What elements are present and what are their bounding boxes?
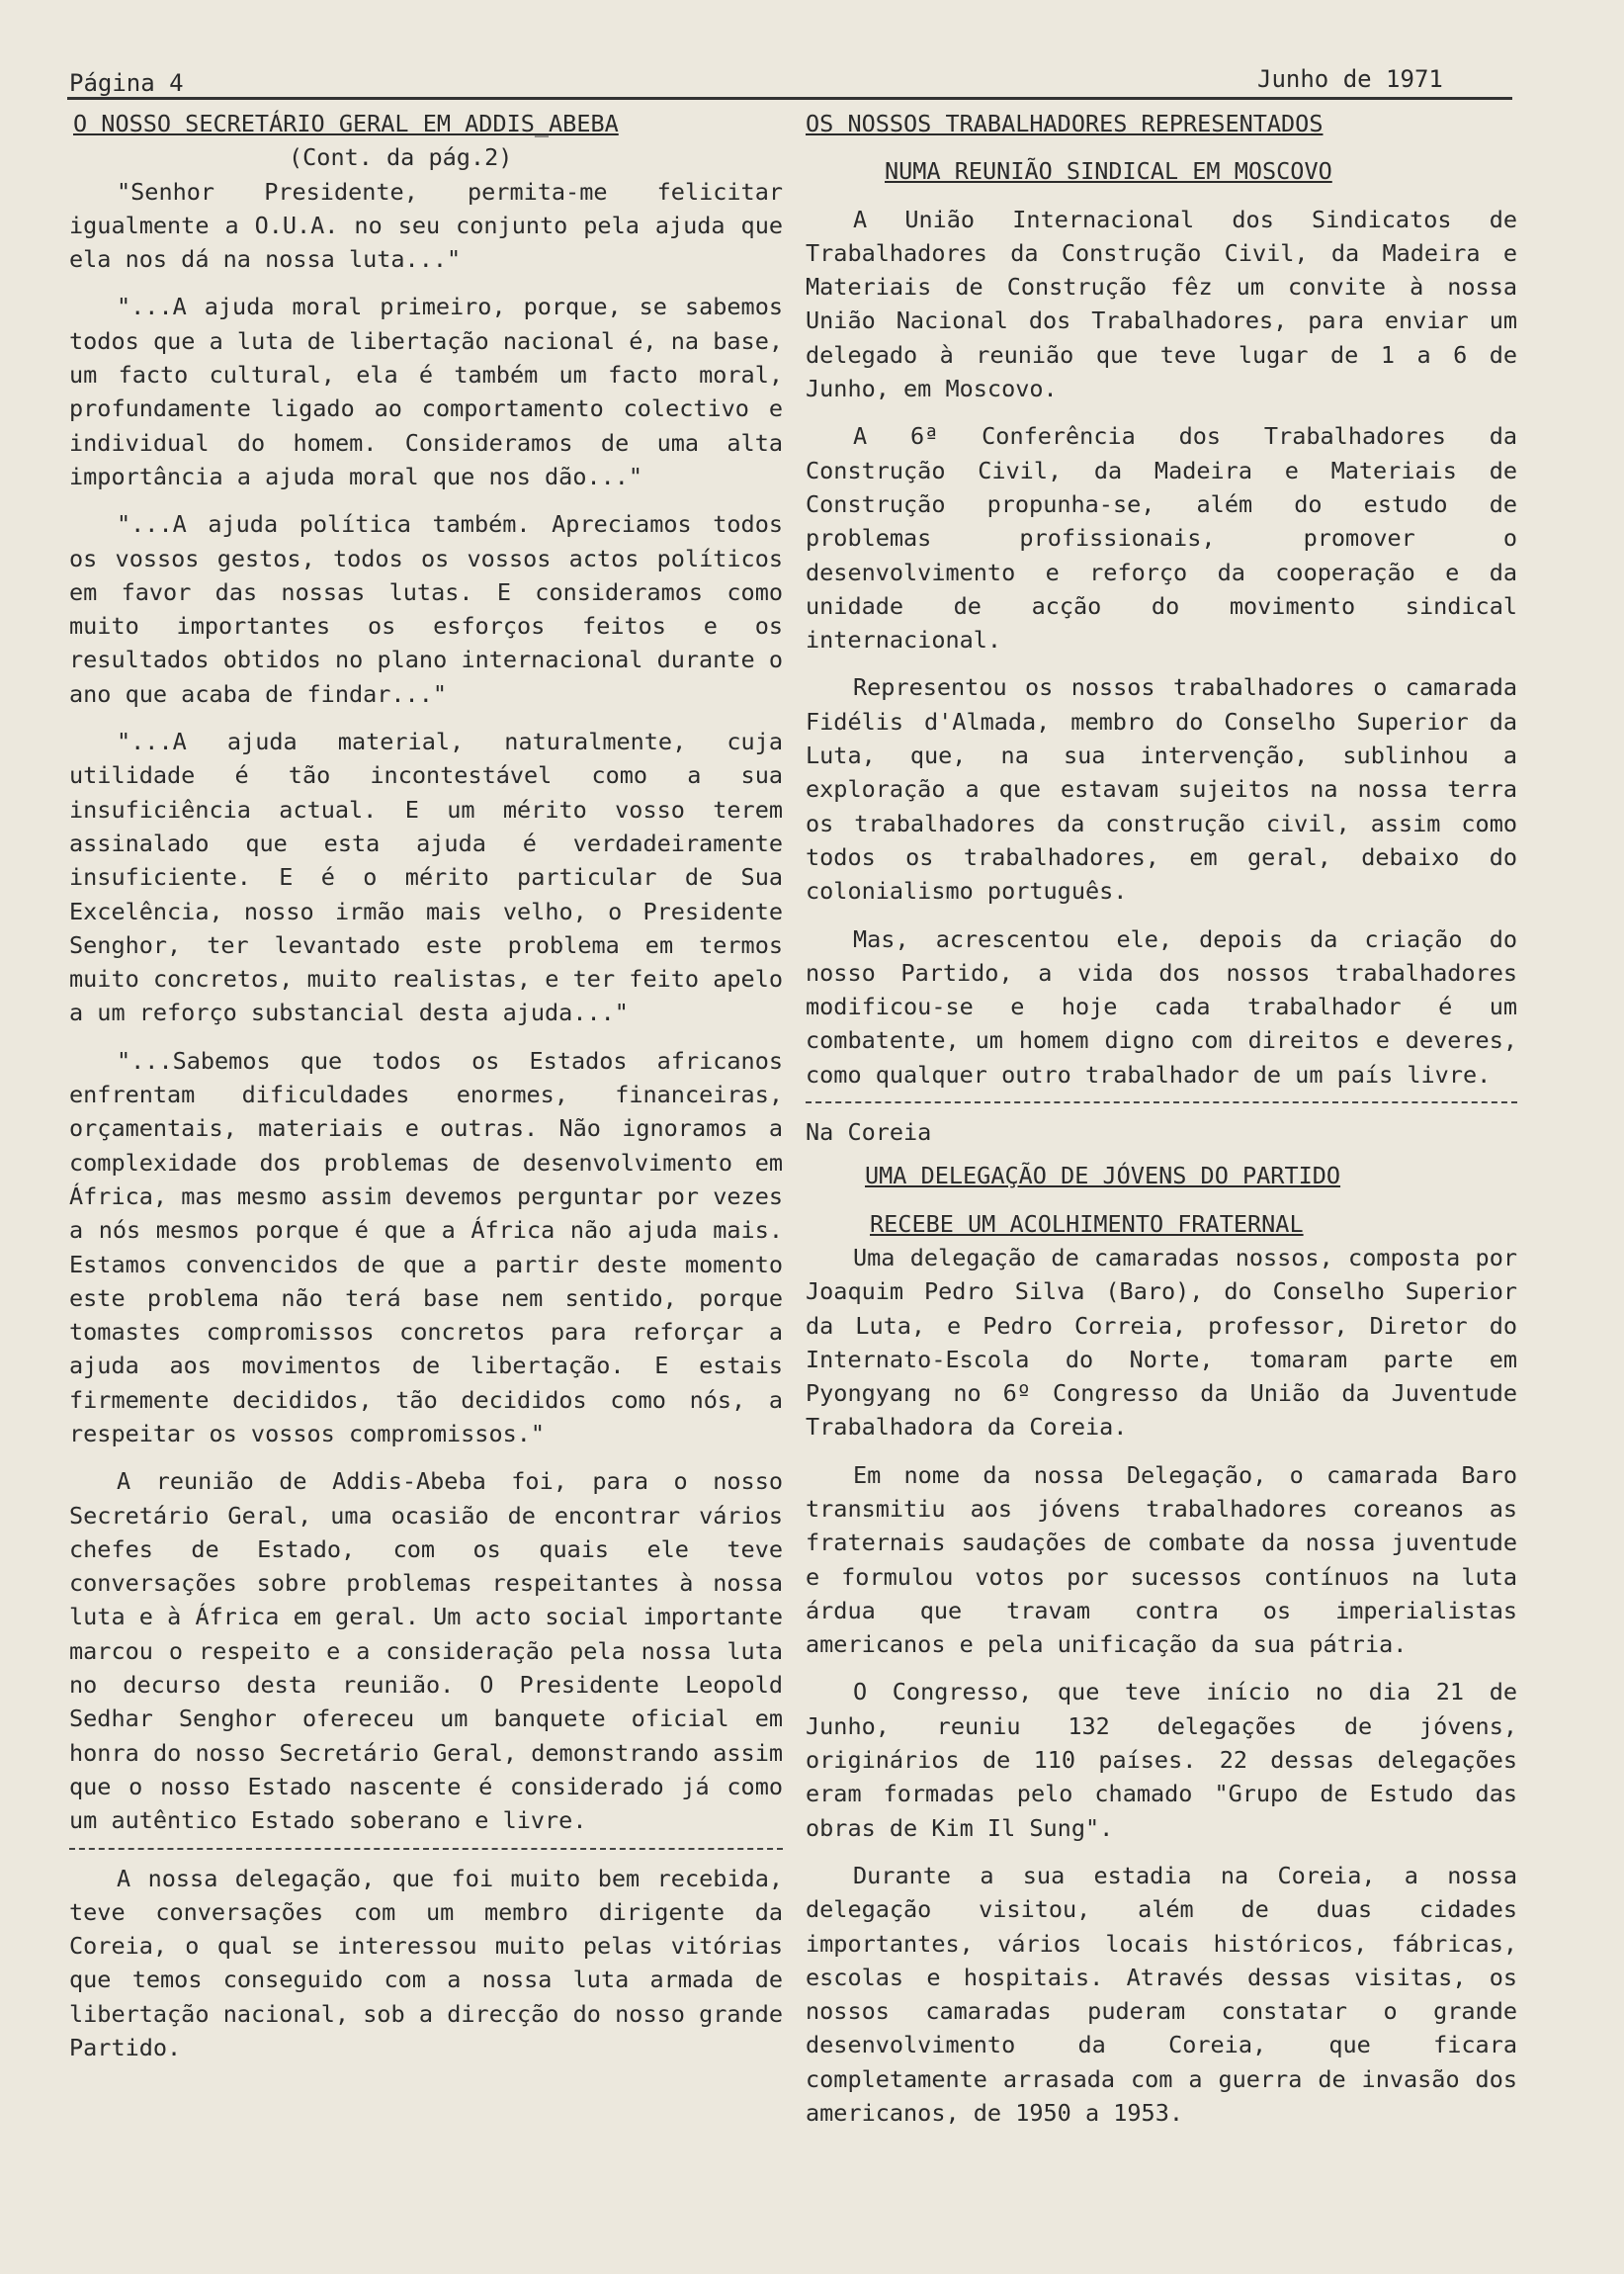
article-paragraph: Uma delegação de camaradas nossos, composta por Joaquim Pedro Silva (Baro), do Conselho Superior da Luta, e Pedro Correia, professor, Diretor do Internato-Escola do Norte, tomaram parte em Pyongyang no 6º Congresso da União da Juventude Trabalhadora da Coreia. (806, 1243, 1517, 1442)
section-kicker: Na Coreia (806, 1118, 932, 1147)
continuation-note: (Cont. da pág.2) (289, 143, 513, 172)
article-paragraph: Em nome da nossa Delegação, o camarada Baro transmitiu aos jóvens trabalhadores coreanos as fraternais saudações de combate da nossa juventude e formulou votos por sucessos contínuos na luta árdua que travam contra os imperialistas americanos e pela unificação da sua pátria. (806, 1460, 1517, 1659)
article-title-addis-abeba: O NOSSO SECRETÁRIO GERAL EM ADDIS_ABEBA (73, 110, 619, 137)
article-paragraph: "...A ajuda material, naturalmente, cuja utilidade é tão incontestável como a sua insuficiência actual. E um mérito vosso terem assinalado que esta ajuda é verdadeiramente insuficiente. E é o mérito particular de Sua Excelência, nosso irmão mais velho, o Presidente Senghor, ter levantado este problema em termos muito concretos, muito realistas, e ter feito apelo a um reforço substancial desta ajuda..." (69, 728, 783, 1027)
article-paragraph: O Congresso, que teve início no dia 21 de Junho, reuniu 132 delegações de jóvens, originários de 110 países. 22 dessas delegações eram formadas pelo chamado "Grupo de Estudo das obras de Kim Il Sung". (806, 1678, 1517, 1842)
article-paragraph: A nossa delegação, que foi muito bem recebida, teve conversações com um membro dirigente da Coreia, o qual se interessou muito pelas vitórias que temos conseguido com a nossa luta armada de libertação nacional, sob a direcção do nosso grande Partido. (69, 1864, 783, 2062)
article-title-trabalhadores: OS NOSSOS TRABALHADORES REPRESENTADOS (806, 110, 1324, 137)
section-separator (69, 1848, 783, 1850)
article-paragraph: Durante a sua estadia na Coreia, a nossa delegação visitou, além de duas cidades importantes, vários locais históricos, fábricas, escolas e hospitais. Através dessas visitas, os nossos camaradas puderam constatar o grande desenvolvimento da Coreia, que ficara completamente arrasada com a guerra de invasão dos americanos, de 1950 a 1953. (806, 1861, 1517, 2128)
right-column (806, 107, 1517, 2130)
article-paragraph: A 6ª Conferência dos Trabalhadores da Construção Civil, da Madeira e Materiais de Construção propunha-se, além do estudo de problemas profissionais, promover o desenvolvimento e reforço da cooperação e da unidade de acção do movimento sindical internacional. (806, 422, 1517, 655)
article-paragraph: A União Internacional dos Sindicatos de Trabalhadores da Construção Civil, da Madeira e Materiais de Construção fêz um convite à nossa União Nacional dos Trabalhadores, para enviar um delegado à reunião que teve lugar de 1 a 6 de Junho, em Moscovo. (806, 205, 1517, 403)
article-paragraph: Mas, acrescentou ele, depois da criação do nosso Partido, a vida dos nossos trabalhadores modificou-se e hoje cada trabalhador é um combatente, um homem digno com direitos e deveres, como qualquer outro trabalhador de um país livre. (806, 924, 1517, 1089)
article-subtitle-acolhimento: RECEBE UM ACOLHIMENTO FRATERNAL (870, 1209, 1304, 1238)
left-column (69, 107, 783, 2064)
page-number: Página 4 (69, 69, 184, 97)
header-rule (67, 97, 1512, 100)
article-paragraph: "Senhor Presidente, permita-me felicitar igualmente a O.U.A. no seu conjunto pela ajuda que ela nos dá na nossa luta..." (69, 177, 783, 274)
article-paragraph: Representou os nossos trabalhadores o camarada Fidélis d'Almada, membro do Conselho Superior da Luta, que, na sua intervenção, sublinhou a exploração a que estavam sujeitos na nossa terra os trabalhadores da construção civil, assim como todos os trabalhadores, em geral, debaixo do colonialismo português. (806, 673, 1517, 906)
article-paragraph: "...A ajuda moral primeiro, porque, se sabemos todos que a luta de libertação nacional é, na base, um facto cultural, ela é também um facto moral, profundamente ligado ao comportamento colectivo e individual do homem. Consideramos de uma alta importância a ajuda moral que nos dão..." (69, 293, 783, 490)
article-title-coreia: UMA DELEGAÇÃO DE JÓVENS DO PARTIDO (865, 1162, 1341, 1190)
article-paragraph: A reunião de Addis-Abeba foi, para o nosso Secretário Geral, uma ocasião de encontrar vários chefes de Estado, com os quais ele teve conversações sobre problemas respeitantes à nossa luta e à África em geral. Um acto social importante marcou o respeito e a consideração pela nossa luta no decurso desta reunião. O Presidente Leopold Sedhar Senghor ofereceu um banquete oficial em honra do nosso Secretário Geral, demonstrando assim que o nosso Estado nascente é considerado já como um autêntico Estado soberano e livre. (69, 1467, 783, 1835)
section-separator (806, 1101, 1517, 1103)
article-paragraph: "...Sabemos que todos os Estados africanos enfrentam dificuldades enormes, financeiras, orçamentais, materiais e outras. Não ignoramos a complexidade dos problemas de desenvolvimento em África, mas mesmo assim devemos perguntar por vezes a nós mesmos porque é que a África não ajuda mais. Estamos convencidos de que a partir deste momento este problema não terá base nem sentido, porque tomastes compromissos concretos para reforçar a ajuda aos movimentos de libertação. E estais firmemente decididos, tão decididos como nós, a respeitar os vossos compromissos." (69, 1046, 783, 1447)
issue-date: Junho de 1971 (1257, 65, 1443, 93)
article-subtitle-moscovo: NUMA REUNIÃO SINDICAL EM MOSCOVO (885, 157, 1332, 186)
article-paragraph: "...A ajuda política também. Apreciamos todos os vossos gestos, todos os vossos actos políticos em favor das nossas lutas. E consideramos como muito importantes os esforços feitos e os resultados obtidos no plano internacional durante o ano que acaba de findar..." (69, 510, 783, 708)
